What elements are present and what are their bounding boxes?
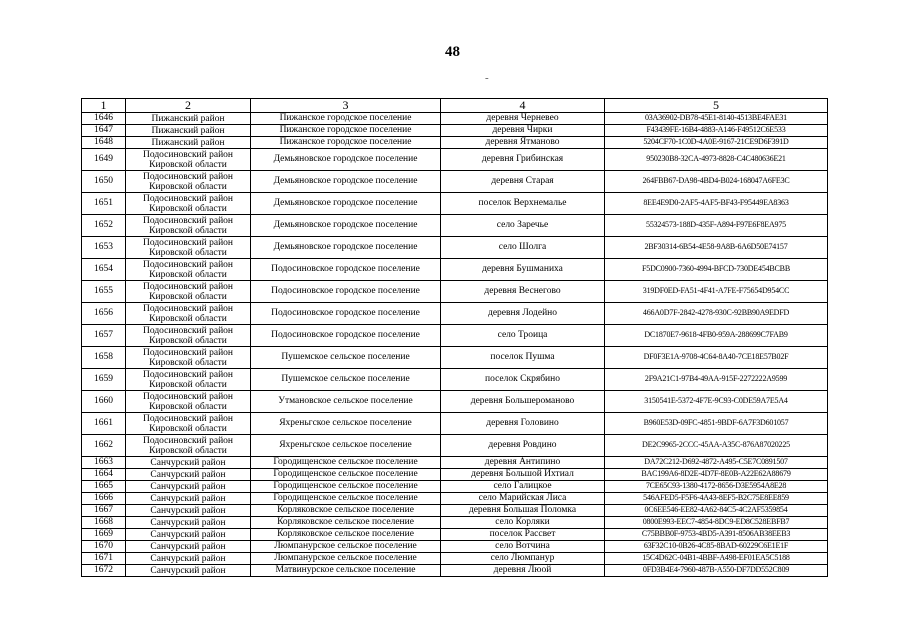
settlement-cell: Подосиновское городское поселение [251,259,441,281]
settlement-cell: Люмпанурское сельское поселение [251,541,441,553]
district-cell: Подосиновский район Кировской области [126,325,251,347]
district-cell: Санчурский район [126,481,251,493]
header-cell: 5 [605,99,828,113]
row-number-cell: 1667 [82,505,126,517]
locality-cell: поселок Рассвет [441,529,605,541]
district-cell: Санчурский район [126,541,251,553]
guid-cell: BAC199A6-8D2E-4D7F-8E0B-A22E62A88679 [605,469,828,481]
locality-cell: село Марийская Лиса [441,493,605,505]
locality-cell: село Заречье [441,215,605,237]
settlement-cell: Подосиновское городское поселение [251,281,441,303]
district-cell: Санчурский район [126,505,251,517]
locality-cell: деревня Ятманово [441,137,605,149]
guid-cell: 2BF30314-6B54-4E58-9A8B-6A6D50E74157 [605,237,828,259]
row-number-cell: 1665 [82,481,126,493]
locality-cell: село Галицкое [441,481,605,493]
guid-cell: 546AFED5-F5F6-4A43-8EF5-B2C75E8EE859 [605,493,828,505]
table-row [82,215,828,237]
locality-cell: деревня Ровдино [441,435,605,457]
row-number-cell: 1669 [82,529,126,541]
row-number-cell: 1671 [82,553,126,565]
settlement-cell: Утмановское сельское поселение [251,391,441,413]
guid-cell: 0C6EE546-EE82-4A62-84C5-4C2AF5359854 [605,505,828,517]
table-row [82,391,828,413]
table-row [82,565,828,577]
locality-cell: деревня Черневео [441,113,605,125]
table-row [82,505,828,517]
locality-cell: деревня Антипино [441,457,605,469]
row-number-cell: 1646 [82,113,126,125]
district-cell: Подосиновский район Кировской области [126,259,251,281]
page-number: 48 [445,44,460,60]
guid-cell: 63F32C10-0B26-4C85-8BAD-60229C6E1E1F [605,541,828,553]
guid-cell: 466A0D7F-2842-4278-930C-92BB90A9EDFD [605,303,828,325]
settlement-cell: Корляковское сельское поселение [251,505,441,517]
row-number-cell: 1658 [82,347,126,369]
header-cell: 2 [126,99,251,113]
settlement-cell: Демьяновское городское поселение [251,215,441,237]
settlement-cell: Городищенское сельское поселение [251,493,441,505]
district-cell: Пижанский район [126,137,251,149]
settlement-cell: Демьяновское городское поселение [251,237,441,259]
guid-cell: 03A36902-DB78-45E1-8140-4513BE4FAE31 [605,113,828,125]
district-cell: Подосиновский район Кировской области [126,281,251,303]
locality-cell: село Вотчина [441,541,605,553]
guid-cell: DC1870E7-9618-4FB0-959A-288699C7FAB9 [605,325,828,347]
row-number-cell: 1660 [82,391,126,413]
locality-cell: поселок Верхнемалье [441,193,605,215]
settlement-cell: Подосиновское городское поселение [251,303,441,325]
table-row [82,303,828,325]
settlement-cell: Подосиновское городское поселение [251,325,441,347]
table-row [82,517,828,529]
settlement-cell: Демьяновское городское поселение [251,149,441,171]
guid-cell: F43439FE-16B4-4883-A146-F49512C6E533 [605,125,828,137]
row-number-cell: 1652 [82,215,126,237]
row-number-cell: 1668 [82,517,126,529]
district-cell: Санчурский район [126,565,251,577]
guid-cell: DE2C9965-2CCC-45AA-A35C-876A87020225 [605,435,828,457]
table-header [82,99,828,113]
locality-cell: село Корляки [441,517,605,529]
table-row [82,347,828,369]
row-number-cell: 1657 [82,325,126,347]
district-cell: Подосиновский район Кировской области [126,303,251,325]
guid-cell: 0800E993-EEC7-4854-8DC9-ED8C528EBFB7 [605,517,828,529]
settlement-cell: Пушемское сельское поселение [251,369,441,391]
locality-cell: поселок Скрябино [441,369,605,391]
locality-cell: село Шолга [441,237,605,259]
row-number-cell: 1651 [82,193,126,215]
district-cell: Санчурский район [126,517,251,529]
row-number-cell: 1666 [82,493,126,505]
district-cell: Подосиновский район Кировской области [126,391,251,413]
header-cell: 1 [82,99,126,113]
row-number-cell: 1663 [82,457,126,469]
stray-mark: - [485,72,489,84]
row-number-cell: 1661 [82,413,126,435]
table-row [82,125,828,137]
district-cell: Санчурский район [126,529,251,541]
district-cell: Санчурский район [126,457,251,469]
guid-cell: 319DF0ED-FA51-4F41-A7FE-F75654D954CC [605,281,828,303]
row-number-cell: 1647 [82,125,126,137]
row-number-cell: 1655 [82,281,126,303]
row-number-cell: 1654 [82,259,126,281]
locality-cell: деревня Люой [441,565,605,577]
locality-cell: деревня Лодейно [441,303,605,325]
district-cell: Пижанский район [126,113,251,125]
settlement-cell: Городищенское сельское поселение [251,469,441,481]
district-cell: Подосиновский район Кировской области [126,237,251,259]
district-cell: Пижанский район [126,125,251,137]
guid-cell: 264FBB67-DA98-4BD4-B024-168047A6FE3C [605,171,828,193]
settlement-cell: Яхреньгское сельское поселение [251,413,441,435]
settlement-cell: Пижанское городское поселение [251,137,441,149]
table-row [82,369,828,391]
locality-cell: деревня Грибинская [441,149,605,171]
table-row [82,469,828,481]
guid-cell: 2F9A21C1-97B4-49AA-915F-2272222A9599 [605,369,828,391]
settlement-cell: Пижанское городское поселение [251,113,441,125]
settlement-cell: Пушемское сельское поселение [251,347,441,369]
settlement-cell: Матвинурское сельское поселение [251,565,441,577]
locality-cell: деревня Бушманиха [441,259,605,281]
row-number-cell: 1664 [82,469,126,481]
locality-cell: деревня Большая Поломка [441,505,605,517]
settlement-cell: Демьяновское городское поселение [251,193,441,215]
guid-cell: 8EE4E9D0-2AF5-4AF5-BF43-F95449EA8363 [605,193,828,215]
table-row [82,281,828,303]
district-cell: Подосиновский район Кировской области [126,149,251,171]
header-cell: 3 [251,99,441,113]
locality-cell: село Люмпанур [441,553,605,565]
row-number-cell: 1649 [82,149,126,171]
table-row [82,171,828,193]
locality-cell: деревня Головино [441,413,605,435]
guid-cell: C75BBB0F-9753-4BD5-A391-8506AB38EEB3 [605,529,828,541]
district-cell: Подосиновский район Кировской области [126,435,251,457]
table-row [82,541,828,553]
table-row [82,193,828,215]
guid-cell: 55324573-188D-435F-A894-F97E6F8EA975 [605,215,828,237]
locality-cell: деревня Старая [441,171,605,193]
guid-cell: 950230B8-32CA-4973-8828-C4C480636E21 [605,149,828,171]
row-number-cell: 1648 [82,137,126,149]
guid-cell: 3150541E-5372-4F7E-9C93-C0DE59A7E5A4 [605,391,828,413]
settlement-cell: Городищенское сельское поселение [251,457,441,469]
guid-cell: 7CE65C93-1380-4172-8656-D3E5954A8E28 [605,481,828,493]
settlement-cell: Корляковское сельское поселение [251,529,441,541]
district-cell: Санчурский район [126,493,251,505]
table-row [82,457,828,469]
table-row [82,237,828,259]
guid-cell: DA72C212-D692-4872-A495-C5E7C0891507 [605,457,828,469]
row-number-cell: 1659 [82,369,126,391]
table-row [82,435,828,457]
table-row [82,553,828,565]
row-number-cell: 1672 [82,565,126,577]
row-number-cell: 1653 [82,237,126,259]
settlement-cell: Пижанское городское поселение [251,125,441,137]
header-cell: 4 [441,99,605,113]
guid-cell: 5204CF70-1C0D-4A0E-9167-21CE9D6F391D [605,137,828,149]
row-number-cell: 1650 [82,171,126,193]
guid-cell: 0FD3B4E4-7960-487B-A550-DF7DD552C809 [605,565,828,577]
guid-cell: 15C4D62C-04B1-4BBF-A498-EF01EA5C5188 [605,553,828,565]
settlement-cell: Яхреньгское сельское поселение [251,435,441,457]
district-cell: Подосиновский район Кировской области [126,413,251,435]
table-row [82,481,828,493]
row-number-cell: 1662 [82,435,126,457]
locality-cell: поселок Пушма [441,347,605,369]
settlement-cell: Городищенское сельское поселение [251,481,441,493]
guid-cell: F5DC0900-7360-4994-BFCD-730DE454BCBB [605,259,828,281]
district-cell: Подосиновский район Кировской области [126,193,251,215]
settlement-cell: Люмпанурское сельское поселение [251,553,441,565]
district-cell: Подосиновский район Кировской области [126,215,251,237]
settlement-cell: Демьяновское городское поселение [251,171,441,193]
table-row [82,493,828,505]
table-row [82,325,828,347]
locality-cell: деревня Чирки [441,125,605,137]
locality-cell: деревня Веснегово [441,281,605,303]
district-cell: Подосиновский район Кировской области [126,369,251,391]
locality-cell: село Троица [441,325,605,347]
guid-cell: B960E53D-09FC-4851-9BDF-6A7F3D601057 [605,413,828,435]
district-cell: Санчурский район [126,553,251,565]
table-row [82,413,828,435]
row-number-cell: 1656 [82,303,126,325]
table-body [82,113,828,577]
settlements-table [81,98,828,577]
table-row [82,529,828,541]
locality-cell: деревня Большероманово [441,391,605,413]
guid-cell: DF0F3E1A-9708-4C64-8A40-7CE18E57B02F [605,347,828,369]
table-row [82,259,828,281]
row-number-cell: 1670 [82,541,126,553]
district-cell: Подосиновский район Кировской области [126,347,251,369]
table-row [82,149,828,171]
locality-cell: деревня Большой Ихтиал [441,469,605,481]
district-cell: Санчурский район [126,469,251,481]
table-row [82,137,828,149]
district-cell: Подосиновский район Кировской области [126,171,251,193]
settlement-cell: Корляковское сельское поселение [251,517,441,529]
table-row [82,113,828,125]
